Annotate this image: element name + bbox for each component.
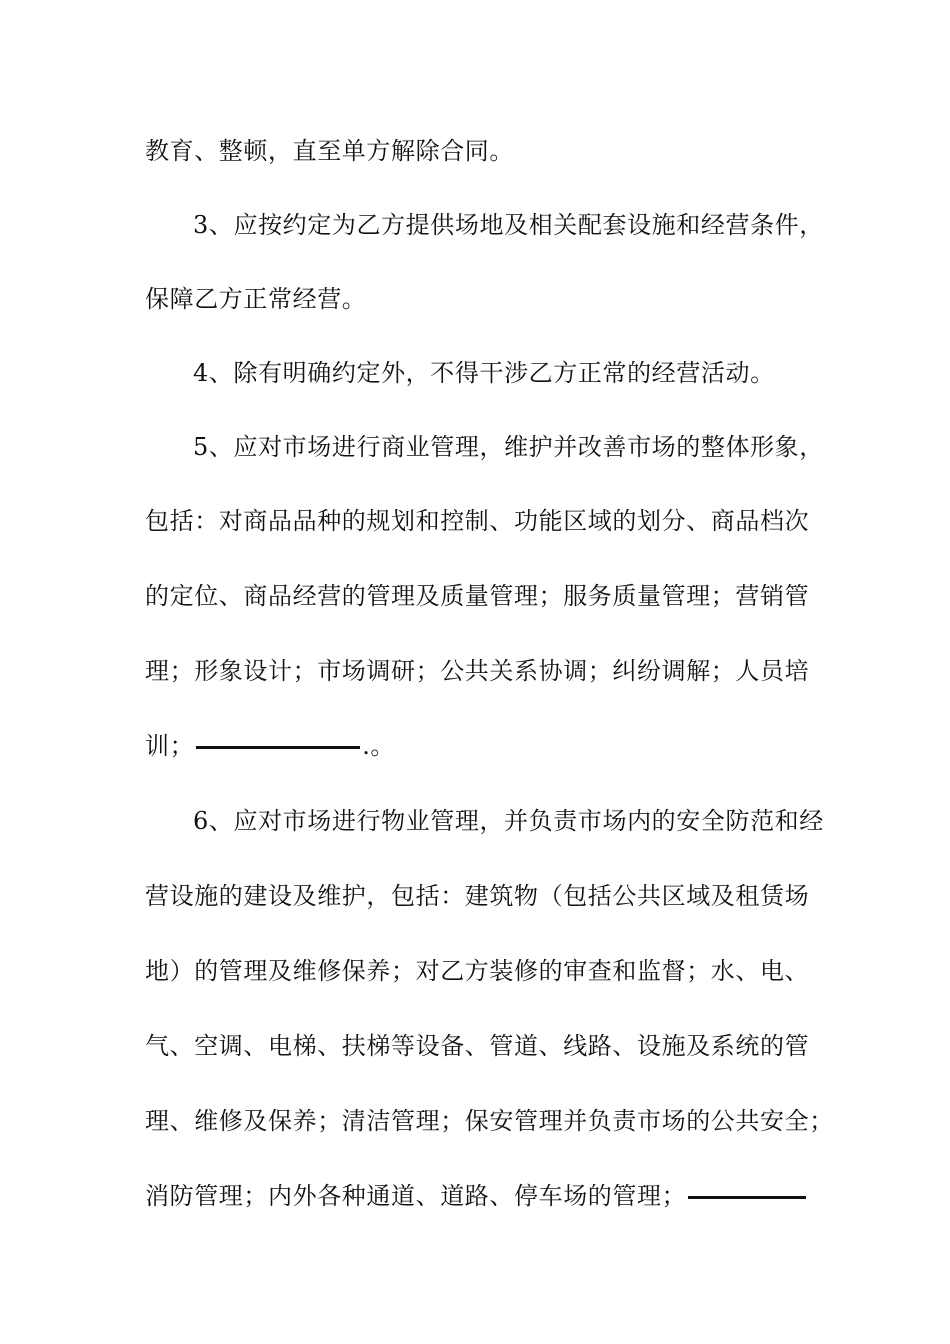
text-line-9-suffix: .。 (362, 732, 396, 760)
text-line-11: 营设施的建设及维护，包括：建筑物（包括公共区域及租赁场 (145, 882, 810, 910)
text-line-12: 地）的管理及维修保养；对乙方装修的审查和监督；水、电、 (145, 957, 810, 985)
fill-in-blank (196, 746, 360, 749)
text-line-7: 的定位、商品经营的管理及质量管理；服务质量管理；营销管 (145, 582, 810, 610)
text-line-15 (145, 1181, 808, 1211)
text-line-6: 包括：对商品品种的规划和控制、功能区域的划分、商品档次 (145, 507, 810, 535)
fill-in-blank (688, 1196, 806, 1199)
text-line-9 (145, 731, 395, 761)
text-line-5: 5、应对市场进行商业管理，维护并改善市场的整体形象， (193, 433, 824, 461)
text-line-4: 4、除有明确约定外，不得干涉乙方正常的经营活动。 (193, 359, 775, 387)
text-line-2: 3、应按约定为乙方提供场地及相关配套设施和经营条件， (193, 211, 824, 239)
text-line-13: 气、空调、电梯、扶梯等设备、管道、线路、设施及系统的管 (145, 1032, 810, 1060)
text-line-1: 教育、整顿，直至单方解除合同。 (145, 137, 514, 165)
text-line-8: 理；形象设计；市场调研；公共关系协调；纠纷调解；人员培 (145, 657, 810, 685)
text-line-9-text: 训； (145, 732, 195, 760)
text-line-14: 理、维修及保养；清洁管理；保安管理并负责市场的公共安全； (145, 1107, 834, 1135)
text-line-10: 6、应对市场进行物业管理，并负责市场内的安全防范和经 (193, 807, 824, 835)
text-line-3: 保障乙方正常经营。 (145, 285, 367, 313)
text-line-15-text: 消防管理；内外各种通道、道路、停车场的管理； (145, 1182, 687, 1210)
